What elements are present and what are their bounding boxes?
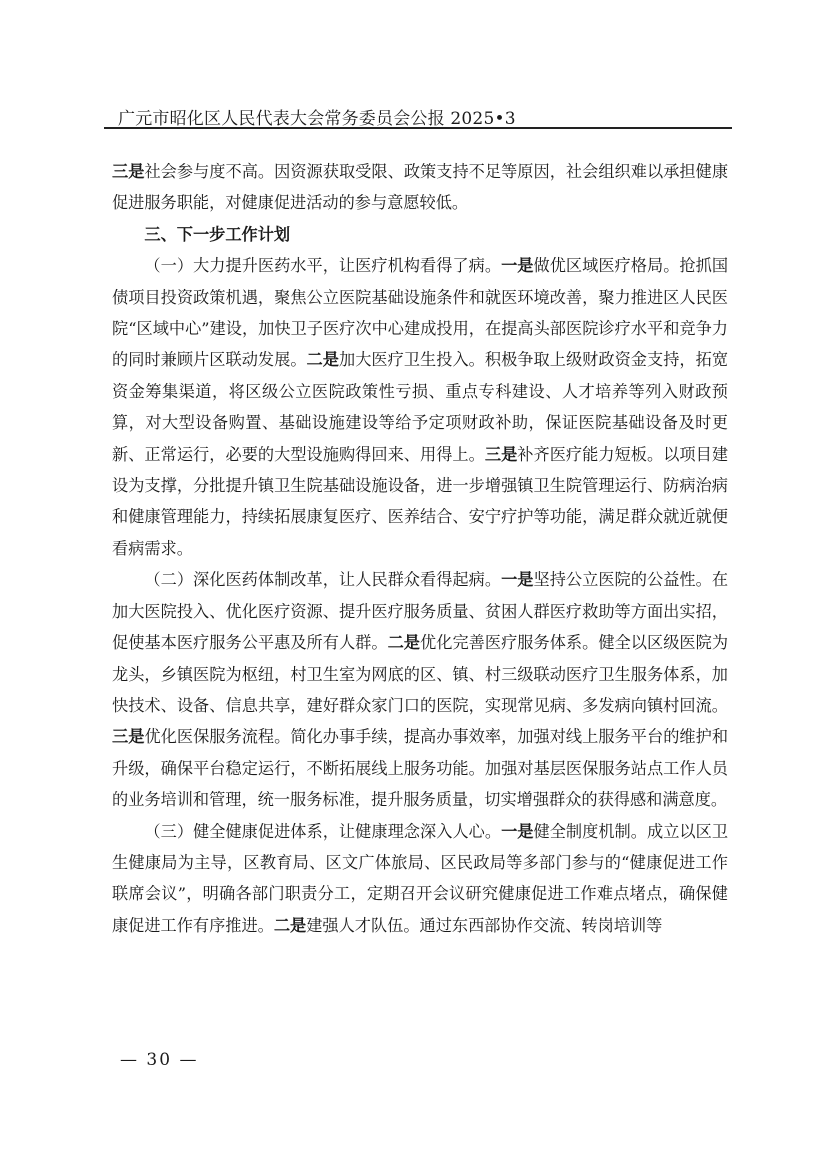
paragraph-text: 坚持公立医院的公益性。在加大医院投入、优化医疗资源、提升医疗服务质量、贫困人群医疗救助等方面出实招，促使基本医疗服务公平惠及所有人群。 [112, 570, 729, 653]
lead-phrase: 二是 [306, 350, 339, 370]
paragraph-text: 健全制度机制。成立以区卫生健康局为主导，区教育局、区文广体旅局、区民政局等多部门参与的“健康促进工作联席会议”，明确各部门职责分工，定期召开会议研究健康促进工作难点堵点，确保健康促进工作有序推进。 [112, 821, 729, 935]
paragraph-social-participation [112, 156, 728, 219]
paragraph-text: 优化完善医疗服务体系。健全以区级医院为龙头，乡镇医院为枢纽，村卫生室为网底的区、镇、村三级联动医疗卫生服务体系，加快技术、设备、信息共享，建好群众家门口的医院，实现常见病、多发病向镇村回流。 [112, 633, 729, 715]
paragraph-text: 加大医疗卫生投入。积极争取上级财政资金支持，拓宽资金筹集渠道，将区级公立医院政策性亏损、重点专科建设、人才培养等列入财政预算，对大型设备购置、基础设施建设等给予定项财政补助，保证医院基础设备及时更新、正常运行，必要的大型设施购得回来、用得上。 [112, 350, 729, 464]
lead-phrase: 一是 [501, 256, 534, 276]
section-title-text: 三、下一步工作计划 [144, 224, 291, 244]
subsection-heading: （二）深化医药体制改革，让人民群众看得起病。 [144, 570, 502, 590]
header-rule [104, 127, 732, 129]
lead-phrase: 二是 [387, 633, 421, 653]
lead-phrase: 三是 [112, 727, 145, 747]
subsection-heading: （三）健全健康促进体系，让健康理念深入人心。 [144, 821, 502, 841]
paragraph-text: 建强人才队伍。通过东西部协作交流、转岗培训等 [306, 915, 663, 935]
document-body [112, 156, 728, 941]
bulletin-header: 广元市昭化区人民代表大会常务委员会公报 2025•3 [118, 109, 516, 129]
paragraph-text: 社会参与度不高。因资源获取受限、政策支持不足等原因，社会组织难以承担健康促进服务职能，对健康促进活动的参与意愿较低。 [112, 162, 729, 213]
paragraph-text: 优化医保服务流程。简化办事手续，提高办事效率，加强对线上服务平台的维护和升级，确保平台稳定运行，不断拓展线上服务功能。加强对基层医保服务站点工作人员的业务培训和管理，统一服务标准，提升服务质量，切实增强群众的获得感和满意度。 [112, 727, 729, 810]
paragraph-medical-level [112, 250, 728, 564]
subsection-heading: （一）大力提升医药水平，让医疗机构看得了病。 [144, 256, 502, 276]
lead-phrase: 二是 [273, 915, 307, 935]
lead-phrase: 三是 [112, 162, 145, 181]
paragraph-text: 补齐医疗能力短板。以项目建设为支撑，分批提升镇卫生院基础设施设备，进一步增强镇卫生院管理运行、防病治病和健康管理能力，持续拓展康复医疗、医养结合、安宁疗护等功能，满足群众就近就便看病需求。 [112, 444, 729, 558]
lead-phrase: 一是 [501, 570, 534, 590]
paragraph-system-reform [112, 564, 728, 815]
paragraph-health-promotion [112, 816, 728, 942]
lead-phrase: 三是 [484, 444, 518, 464]
paragraph-text: 做优区域医疗格局。抢抓国债项目投资政策机遇，聚焦公立医院基础设施条件和就医环境改善，聚力推进区人民医院“区域中心”建设，加快卫子医疗次中心建成投用，在提高头部医院诊疗水平和竞争力的同时兼顾片区联动发展。 [112, 256, 729, 370]
section-title [112, 219, 728, 250]
page-number: — 30 — [120, 1050, 199, 1070]
lead-phrase: 一是 [501, 821, 534, 841]
